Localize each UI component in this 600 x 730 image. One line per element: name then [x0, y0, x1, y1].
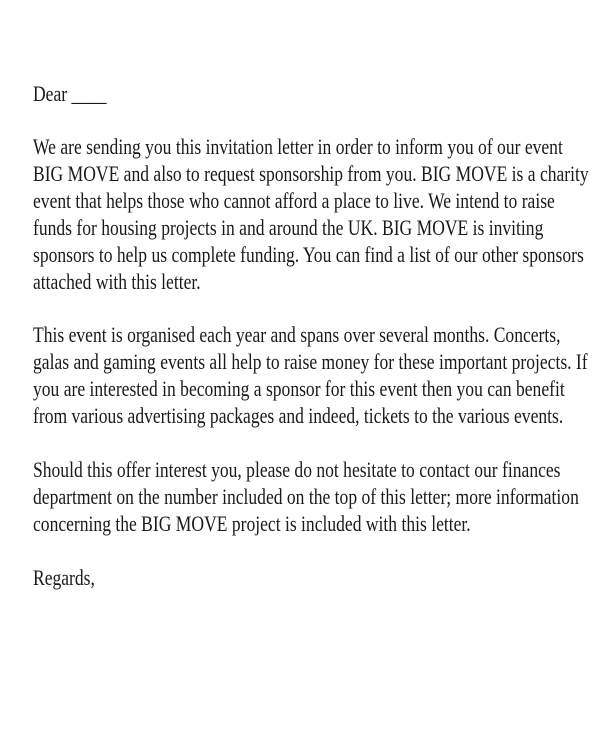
paragraph-line: event that helps those who cannot afford a place to live. We intend to raise — [33, 188, 555, 213]
paragraph-line: Should this offer interest you, please do not hesitate to contact our finances — [33, 457, 561, 482]
paragraph-line: We are sending you this invitation letter in order to inform you of our event — [33, 134, 563, 159]
paragraph-line: department on the number included on the top of this letter; more information — [33, 484, 579, 509]
paragraph-line: BIG MOVE and also to request sponsorship from you. BIG MOVE is a charity — [33, 161, 589, 186]
paragraph-line: from various advertising packages and indeed, tickets to the various events. — [33, 403, 564, 428]
paragraph-line: This event is organised each year and spans over several months. Concerts, — [33, 322, 561, 347]
paragraph-line: concerning the BIG MOVE project is included with this letter. — [33, 511, 471, 536]
paragraph-line: sponsors to help us complete funding. You can find a list of our other sponsors — [33, 242, 584, 267]
paragraph-line: attached with this letter. — [33, 269, 201, 294]
paragraph-line: galas and gaming events all help to raise money for these important projects. If — [33, 349, 588, 374]
paragraph-line: you are interested in becoming a sponsor for this event then you can benefit — [33, 376, 565, 401]
closing: Regards, — [33, 565, 95, 590]
salutation: Dear ____ — [33, 81, 107, 106]
paragraph-line: funds for housing projects in and around the UK. BIG MOVE is inviting — [33, 215, 544, 240]
